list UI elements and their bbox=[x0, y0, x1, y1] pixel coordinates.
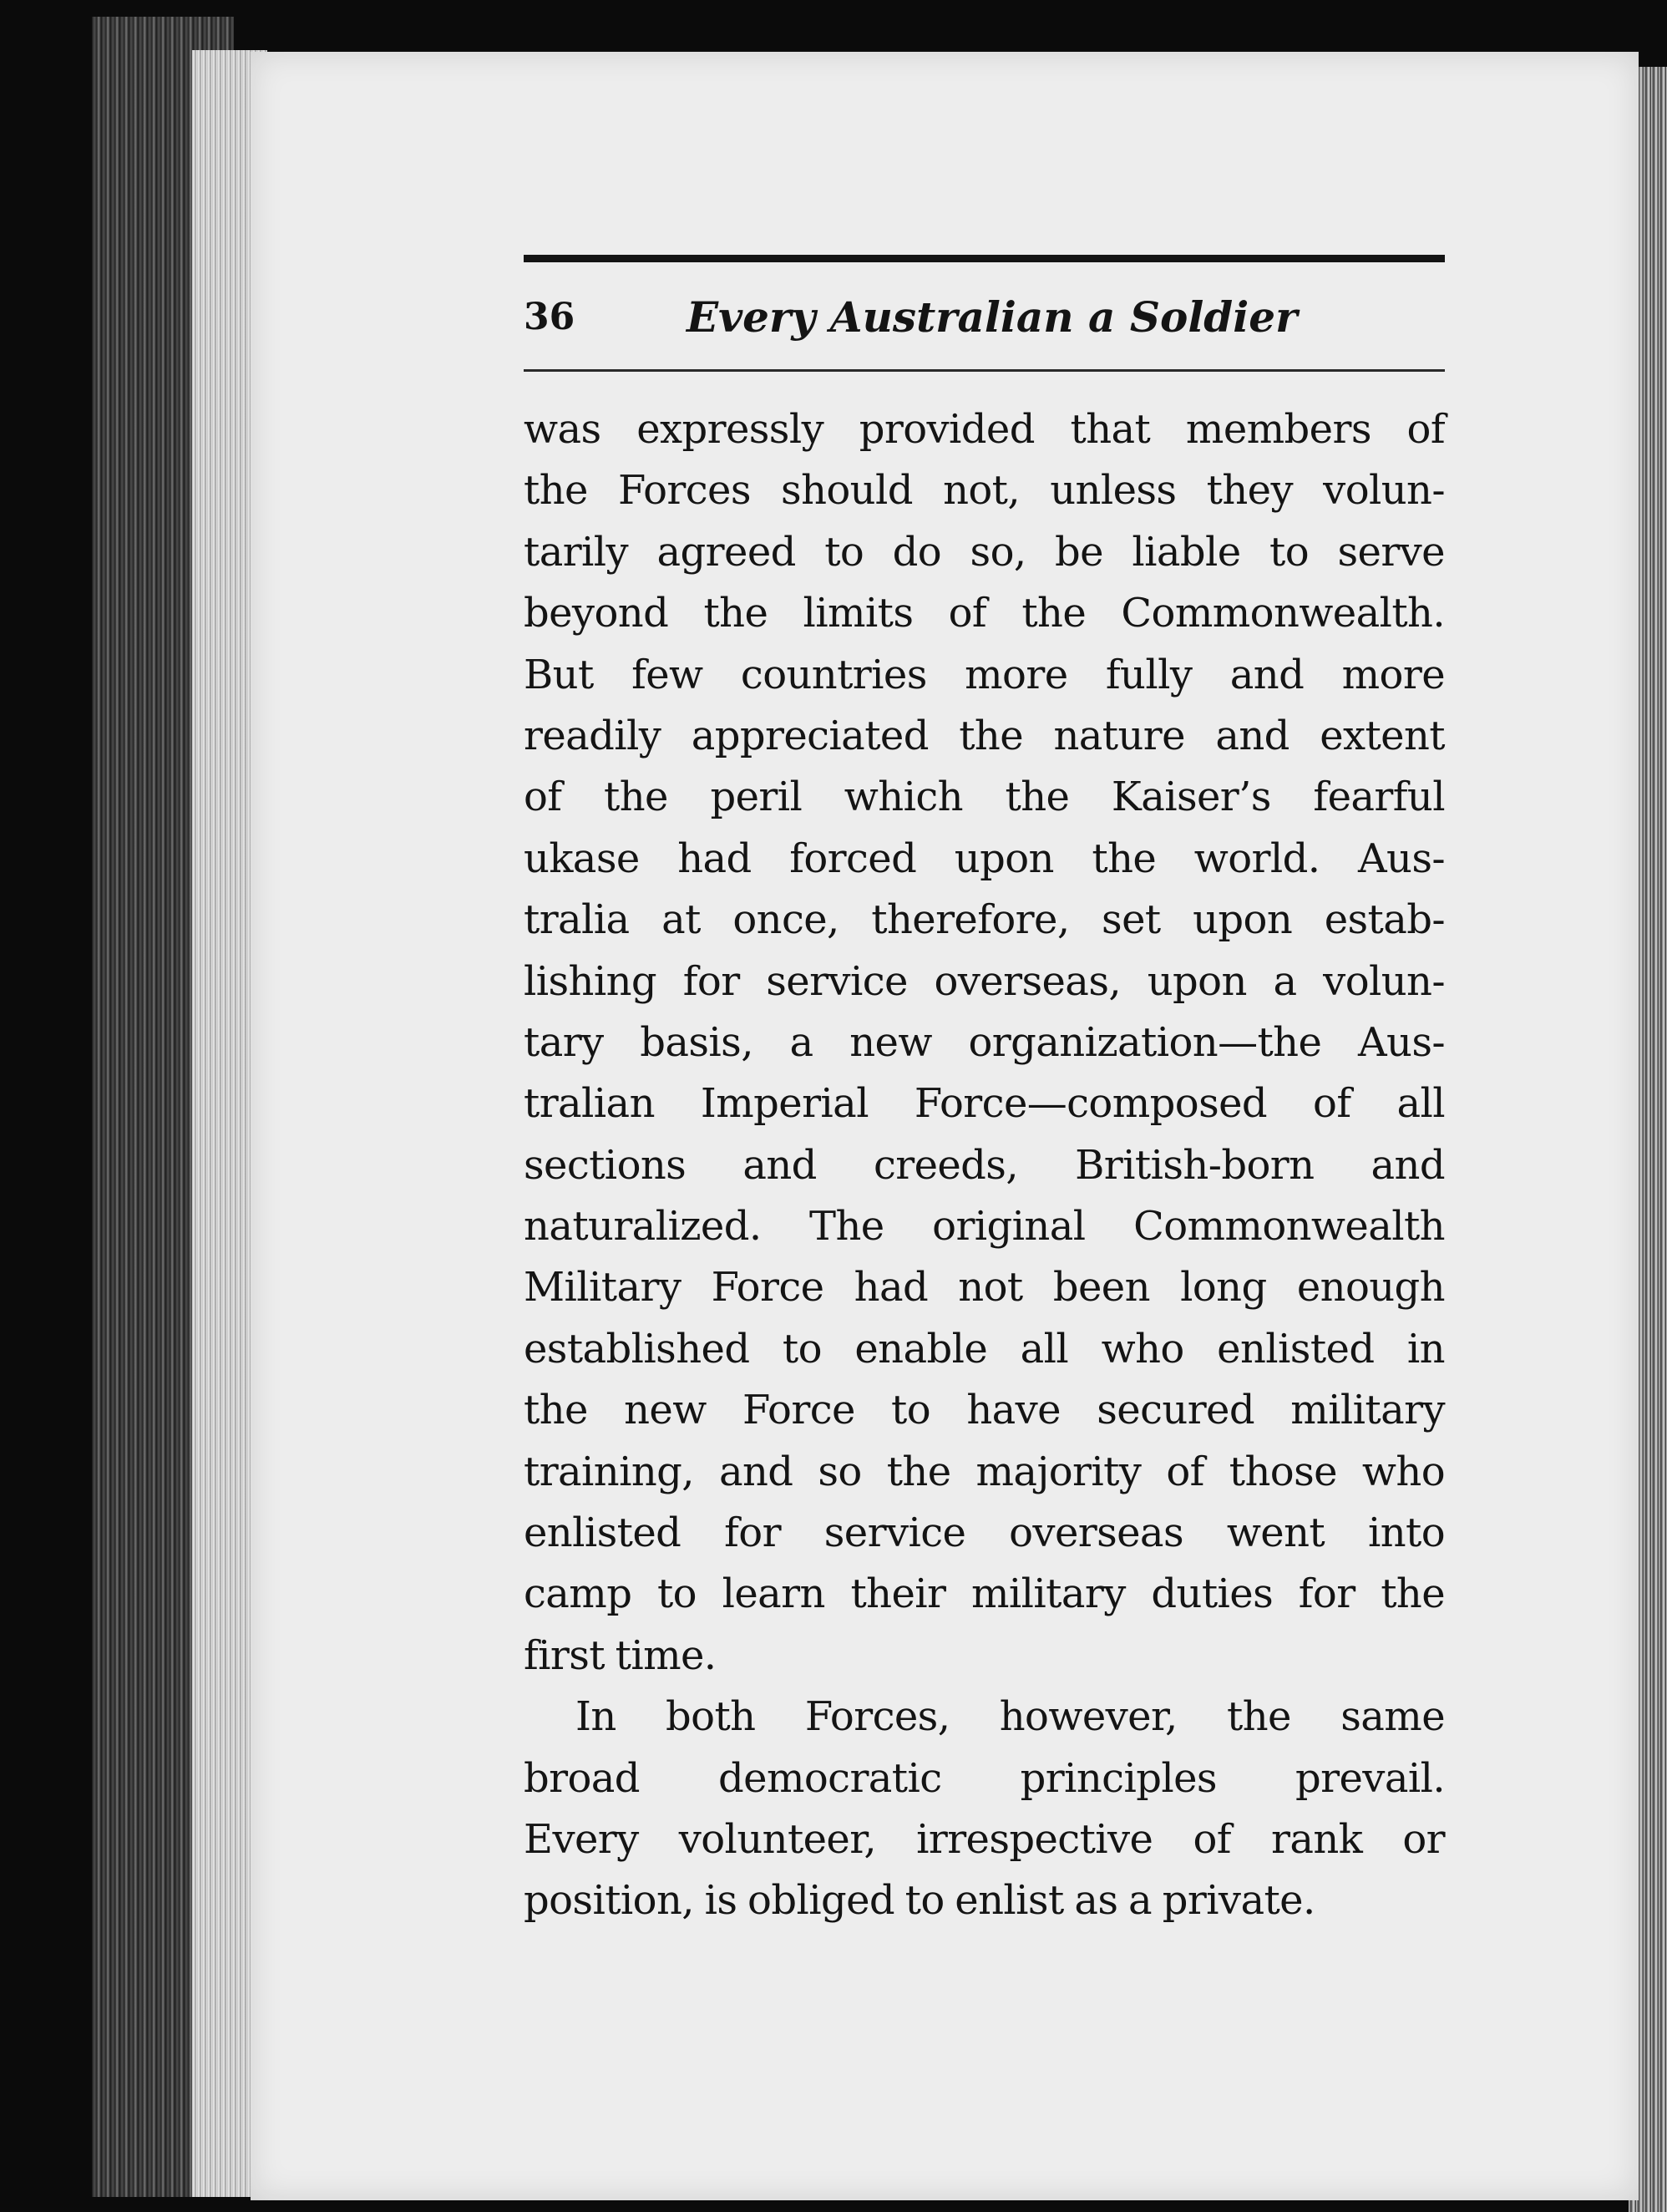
text-line: position, is obliged to enlist as a private. bbox=[524, 1877, 1315, 1925]
running-title: Every Australian a Soldier bbox=[687, 292, 1298, 342]
text-line: In both Forces, however, the same bbox=[575, 1693, 1445, 1741]
running-header bbox=[524, 288, 1445, 355]
text-line: the new Force to have secured military bbox=[524, 1387, 1445, 1434]
text-line: ukase had forced upon the world. Aus- bbox=[524, 835, 1445, 882]
text-line: enlisted for service overseas went into bbox=[524, 1509, 1445, 1557]
text-line: Military Force had not been long enough bbox=[524, 1264, 1445, 1311]
text-line: first time. bbox=[524, 1631, 717, 1679]
header-rule-bottom bbox=[524, 369, 1445, 372]
text-line: tary basis, a new organization—the Aus- bbox=[524, 1018, 1445, 1066]
paragraph bbox=[524, 1687, 1445, 1932]
page-number: 36 bbox=[524, 296, 575, 338]
text-line: camp to learn their military duties for the bbox=[524, 1570, 1445, 1618]
body-text bbox=[524, 399, 1445, 1932]
text-line: tarily agreed to do so, be liable to serve bbox=[524, 528, 1445, 576]
text-line: broad democratic principles prevail. bbox=[524, 1754, 1445, 1802]
text-line: lishing for service overseas, upon a volun- bbox=[524, 957, 1445, 1005]
header-rule-top bbox=[524, 255, 1445, 262]
text-line: established to enable all who enlisted in bbox=[524, 1325, 1445, 1372]
text-line: tralian Imperial Force—composed of all bbox=[524, 1080, 1445, 1128]
text-line: training, and so the majority of those who bbox=[524, 1448, 1445, 1495]
text-line: was expressly provided that members of bbox=[524, 406, 1445, 453]
text-line: the Forces should not, unless they volun- bbox=[524, 467, 1445, 515]
text-line: Every volunteer, irrespective of rank or bbox=[524, 1815, 1445, 1863]
text-line: sections and creeds, British-born and bbox=[524, 1141, 1445, 1189]
text-line: readily appreciated the nature and extent bbox=[524, 712, 1445, 759]
text-line: tralia at once, therefore, set upon estab- bbox=[524, 896, 1445, 944]
paragraph bbox=[524, 399, 1445, 1687]
text-line: naturalized. The original Commonwealth bbox=[524, 1203, 1445, 1251]
text-line: of the peril which the Kaiser’s fearful bbox=[524, 774, 1445, 821]
text-line: But few countries more fully and more bbox=[524, 651, 1445, 698]
text-line: beyond the limits of the Commonwealth. bbox=[524, 590, 1445, 637]
